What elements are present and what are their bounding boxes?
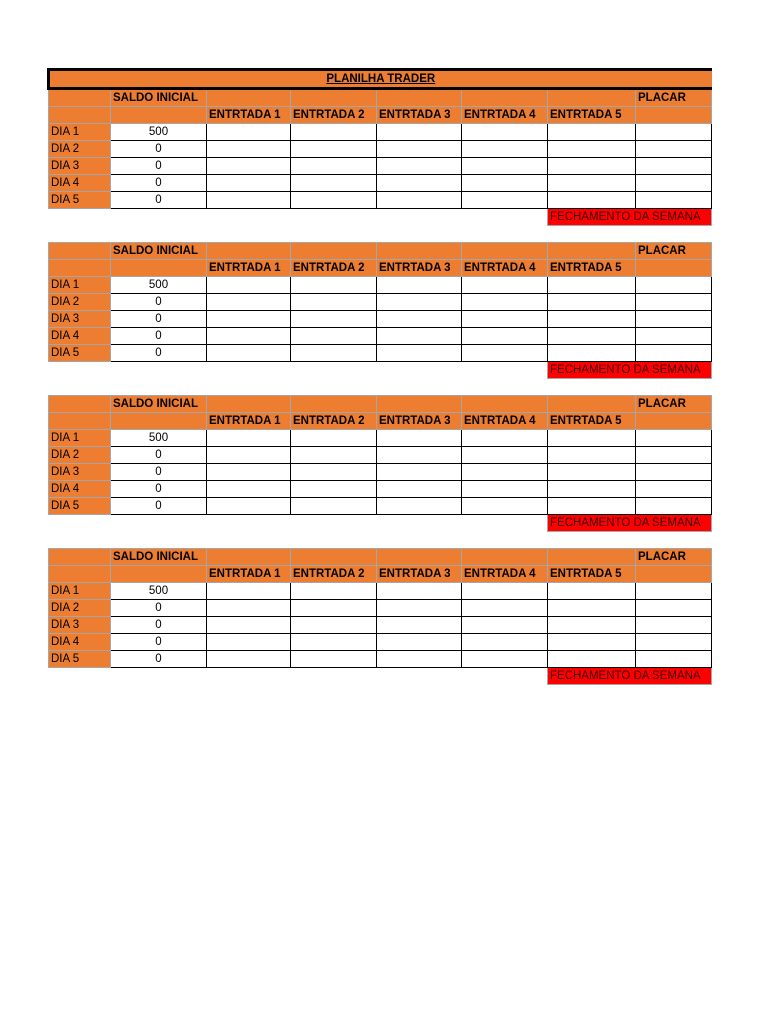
entrada-header-2[interactable]: ENTRTADA 2: [291, 413, 377, 430]
entry-cell[interactable]: [291, 464, 377, 481]
entry-cell[interactable]: [377, 141, 462, 158]
header-cell[interactable]: [377, 549, 462, 566]
entry-cell[interactable]: [636, 277, 712, 294]
entry-cell[interactable]: [377, 311, 462, 328]
entry-cell[interactable]: [636, 464, 712, 481]
entry-cell[interactable]: [291, 651, 377, 668]
entry-cell[interactable]: [462, 192, 548, 209]
day-row: [49, 651, 712, 668]
entry-cell[interactable]: [636, 328, 712, 345]
spacer-cell: [49, 379, 712, 396]
entry-cell[interactable]: [548, 617, 636, 634]
entry-cell[interactable]: [291, 345, 377, 362]
header-cell[interactable]: [111, 413, 207, 430]
entradas-header-row: [49, 107, 712, 124]
entrada-header-3[interactable]: ENTRTADA 3: [377, 566, 462, 583]
entry-cell[interactable]: [207, 600, 291, 617]
day-row: [49, 447, 712, 464]
saldo-cell[interactable]: 0: [111, 294, 207, 311]
fechamento-row: [49, 362, 712, 379]
day-row: [49, 600, 712, 617]
entry-cell[interactable]: [636, 141, 712, 158]
entry-cell[interactable]: [377, 345, 462, 362]
day-row: [49, 345, 712, 362]
entry-cell[interactable]: [462, 277, 548, 294]
entry-cell[interactable]: [291, 617, 377, 634]
day-label[interactable]: DIA 3: [49, 158, 111, 175]
entry-cell[interactable]: [291, 158, 377, 175]
entrada-header-2[interactable]: ENTRTADA 2: [291, 107, 377, 124]
fechamento-da-semana[interactable]: FECHAMENTO DA SEMANA: [548, 362, 712, 379]
entry-cell[interactable]: [462, 141, 548, 158]
entrada-header-4[interactable]: ENTRTADA 4: [462, 413, 548, 430]
entry-cell[interactable]: [207, 192, 291, 209]
saldo-inicial-header[interactable]: SALDO INICIAL: [111, 89, 207, 107]
day-row: [49, 192, 712, 209]
entry-cell[interactable]: [207, 498, 291, 515]
day-label[interactable]: DIA 2: [49, 141, 111, 158]
day-label[interactable]: DIA 4: [49, 175, 111, 192]
header-cell[interactable]: [291, 549, 377, 566]
empty-cell: [49, 209, 548, 226]
header-cell[interactable]: [462, 89, 548, 107]
saldo-inicial-header[interactable]: SALDO INICIAL: [111, 396, 207, 413]
entry-cell[interactable]: [377, 600, 462, 617]
day-row: [49, 294, 712, 311]
entry-cell[interactable]: [207, 447, 291, 464]
entrada-header-4[interactable]: ENTRTADA 4: [462, 566, 548, 583]
entry-cell[interactable]: [462, 651, 548, 668]
entry-cell[interactable]: [462, 158, 548, 175]
entrada-header-5[interactable]: ENTRTADA 5: [548, 260, 636, 277]
week-header-row: [49, 243, 712, 260]
entry-cell[interactable]: [207, 277, 291, 294]
entry-cell[interactable]: [377, 447, 462, 464]
entry-cell[interactable]: [377, 124, 462, 141]
day-row: [49, 311, 712, 328]
header-cell[interactable]: [548, 89, 636, 107]
entry-cell[interactable]: [291, 481, 377, 498]
entry-cell[interactable]: [548, 141, 636, 158]
header-cell[interactable]: [49, 566, 111, 583]
entrada-header-4[interactable]: ENTRTADA 4: [462, 260, 548, 277]
day-row: [49, 328, 712, 345]
empty-cell: [49, 668, 548, 685]
saldo-cell[interactable]: 0: [111, 192, 207, 209]
entry-cell[interactable]: [462, 430, 548, 447]
header-cell[interactable]: [548, 396, 636, 413]
entry-cell[interactable]: [291, 430, 377, 447]
entry-cell[interactable]: [636, 158, 712, 175]
entry-cell[interactable]: [207, 617, 291, 634]
entry-cell[interactable]: [548, 498, 636, 515]
saldo-cell[interactable]: 500: [111, 430, 207, 447]
entry-cell[interactable]: [291, 634, 377, 651]
header-cell[interactable]: [291, 396, 377, 413]
day-row: [49, 498, 712, 515]
entry-cell[interactable]: [548, 192, 636, 209]
day-label[interactable]: DIA 5: [49, 192, 111, 209]
trader-grid: [47, 68, 712, 685]
saldo-cell[interactable]: 0: [111, 328, 207, 345]
spacer-cell: [49, 532, 712, 549]
entrada-header-4[interactable]: ENTRTADA 4: [462, 107, 548, 124]
entrada-header-3[interactable]: ENTRTADA 3: [377, 260, 462, 277]
header-cell[interactable]: [49, 243, 111, 260]
header-cell[interactable]: [377, 396, 462, 413]
entry-cell[interactable]: [462, 583, 548, 600]
entry-cell[interactable]: [548, 277, 636, 294]
entry-cell[interactable]: [291, 328, 377, 345]
header-cell[interactable]: [548, 549, 636, 566]
entry-cell[interactable]: [636, 311, 712, 328]
entry-cell[interactable]: [207, 651, 291, 668]
day-row: [49, 617, 712, 634]
saldo-cell[interactable]: 0: [111, 345, 207, 362]
entry-cell[interactable]: [548, 600, 636, 617]
day-label[interactable]: DIA 2: [49, 600, 111, 617]
entry-cell[interactable]: [462, 124, 548, 141]
saldo-cell[interactable]: 0: [111, 175, 207, 192]
day-label[interactable]: DIA 1: [49, 277, 111, 294]
sheet-title[interactable]: PLANILHA TRADER: [49, 70, 712, 89]
day-label[interactable]: DIA 3: [49, 311, 111, 328]
entry-cell[interactable]: [636, 651, 712, 668]
entry-cell[interactable]: [207, 311, 291, 328]
day-row: [49, 141, 712, 158]
entry-cell[interactable]: [377, 464, 462, 481]
entry-cell[interactable]: [462, 311, 548, 328]
entrada-header-5[interactable]: ENTRTADA 5: [548, 566, 636, 583]
header-cell[interactable]: [636, 260, 712, 277]
entry-cell[interactable]: [207, 141, 291, 158]
entry-cell[interactable]: [207, 124, 291, 141]
entrada-header-1[interactable]: ENTRTADA 1: [207, 566, 291, 583]
header-cell[interactable]: [291, 89, 377, 107]
entrada-header-5[interactable]: ENTRTADA 5: [548, 413, 636, 430]
saldo-cell[interactable]: 0: [111, 498, 207, 515]
placar-header[interactable]: PLACAR: [636, 89, 712, 107]
entrada-header-1[interactable]: ENTRTADA 1: [207, 107, 291, 124]
saldo-cell[interactable]: 0: [111, 141, 207, 158]
entradas-header-row: [49, 413, 712, 430]
day-label[interactable]: DIA 4: [49, 328, 111, 345]
entry-cell[interactable]: [207, 481, 291, 498]
entry-cell[interactable]: [636, 634, 712, 651]
entry-cell[interactable]: [548, 345, 636, 362]
fechamento-da-semana[interactable]: FECHAMENTO DA SEMANA: [548, 515, 712, 532]
header-cell[interactable]: [49, 107, 111, 124]
saldo-cell[interactable]: 500: [111, 124, 207, 141]
entry-cell[interactable]: [377, 175, 462, 192]
saldo-inicial-header[interactable]: SALDO INICIAL: [111, 243, 207, 260]
entry-cell[interactable]: [636, 600, 712, 617]
entry-cell[interactable]: [636, 481, 712, 498]
entrada-header-1[interactable]: ENTRTADA 1: [207, 413, 291, 430]
header-cell[interactable]: [49, 413, 111, 430]
entry-cell[interactable]: [548, 124, 636, 141]
day-label[interactable]: DIA 3: [49, 617, 111, 634]
entry-cell[interactable]: [462, 600, 548, 617]
header-cell[interactable]: [377, 89, 462, 107]
week-spacer: [49, 379, 712, 396]
placar-header[interactable]: PLACAR: [636, 549, 712, 566]
header-cell[interactable]: [49, 89, 111, 107]
entrada-header-5[interactable]: ENTRTADA 5: [548, 107, 636, 124]
entry-cell[interactable]: [636, 175, 712, 192]
day-label[interactable]: DIA 1: [49, 124, 111, 141]
header-cell[interactable]: [636, 107, 712, 124]
day-label[interactable]: DIA 5: [49, 651, 111, 668]
entry-cell[interactable]: [377, 192, 462, 209]
entry-cell[interactable]: [291, 192, 377, 209]
header-cell[interactable]: [291, 243, 377, 260]
entry-cell[interactable]: [377, 583, 462, 600]
week-header-row: [49, 396, 712, 413]
empty-cell: [49, 515, 548, 532]
entry-cell[interactable]: [291, 311, 377, 328]
entry-cell[interactable]: [636, 447, 712, 464]
entry-cell[interactable]: [207, 634, 291, 651]
entry-cell[interactable]: [207, 464, 291, 481]
entry-cell[interactable]: [291, 294, 377, 311]
header-cell[interactable]: [207, 396, 291, 413]
entry-cell[interactable]: [636, 498, 712, 515]
day-row: [49, 583, 712, 600]
day-label[interactable]: DIA 5: [49, 498, 111, 515]
day-row: [49, 430, 712, 447]
entry-cell[interactable]: [377, 617, 462, 634]
entry-cell[interactable]: [548, 583, 636, 600]
day-label[interactable]: DIA 1: [49, 583, 111, 600]
header-cell[interactable]: [111, 566, 207, 583]
entry-cell[interactable]: [462, 447, 548, 464]
entrada-header-2[interactable]: ENTRTADA 2: [291, 566, 377, 583]
entry-cell[interactable]: [548, 175, 636, 192]
entrada-header-1[interactable]: ENTRTADA 1: [207, 260, 291, 277]
entrada-header-2[interactable]: ENTRTADA 2: [291, 260, 377, 277]
entradas-header-row: [49, 260, 712, 277]
title-row: [49, 70, 712, 89]
entry-cell[interactable]: [548, 634, 636, 651]
entry-cell[interactable]: [207, 175, 291, 192]
saldo-cell[interactable]: 0: [111, 600, 207, 617]
saldo-cell[interactable]: 0: [111, 311, 207, 328]
week-header-row: [49, 89, 712, 107]
header-cell[interactable]: [49, 396, 111, 413]
header-cell[interactable]: [636, 566, 712, 583]
saldo-cell[interactable]: 0: [111, 447, 207, 464]
placar-header[interactable]: PLACAR: [636, 396, 712, 413]
day-row: [49, 481, 712, 498]
entry-cell[interactable]: [291, 175, 377, 192]
week-header-row: [49, 549, 712, 566]
fechamento-row: [49, 515, 712, 532]
entry-cell[interactable]: [462, 464, 548, 481]
entry-cell[interactable]: [207, 294, 291, 311]
saldo-cell[interactable]: 500: [111, 277, 207, 294]
header-cell[interactable]: [111, 260, 207, 277]
entry-cell[interactable]: [291, 600, 377, 617]
entry-cell[interactable]: [291, 124, 377, 141]
saldo-cell[interactable]: 0: [111, 481, 207, 498]
header-cell[interactable]: [462, 396, 548, 413]
entry-cell[interactable]: [462, 328, 548, 345]
empty-cell: [49, 362, 548, 379]
saldo-cell[interactable]: 500: [111, 583, 207, 600]
day-row: [49, 175, 712, 192]
entry-cell[interactable]: [462, 345, 548, 362]
spacer-cell: [49, 226, 712, 243]
day-label[interactable]: DIA 3: [49, 464, 111, 481]
saldo-cell[interactable]: 0: [111, 464, 207, 481]
day-row: [49, 634, 712, 651]
day-row: [49, 158, 712, 175]
entry-cell[interactable]: [377, 651, 462, 668]
saldo-cell[interactable]: 0: [111, 634, 207, 651]
entry-cell[interactable]: [548, 294, 636, 311]
header-cell[interactable]: [377, 243, 462, 260]
entry-cell[interactable]: [207, 345, 291, 362]
entry-cell[interactable]: [377, 277, 462, 294]
fechamento-row: [49, 668, 712, 685]
entry-cell[interactable]: [462, 481, 548, 498]
header-cell[interactable]: [207, 243, 291, 260]
entry-cell[interactable]: [291, 498, 377, 515]
day-label[interactable]: DIA 4: [49, 481, 111, 498]
saldo-inicial-header[interactable]: SALDO INICIAL: [111, 549, 207, 566]
entry-cell[interactable]: [377, 481, 462, 498]
entry-cell[interactable]: [548, 430, 636, 447]
entry-cell[interactable]: [636, 192, 712, 209]
saldo-cell[interactable]: 0: [111, 617, 207, 634]
header-cell[interactable]: [462, 549, 548, 566]
entry-cell[interactable]: [462, 498, 548, 515]
entry-cell[interactable]: [548, 481, 636, 498]
entry-cell[interactable]: [462, 617, 548, 634]
entry-cell[interactable]: [462, 175, 548, 192]
entry-cell[interactable]: [548, 158, 636, 175]
header-cell[interactable]: [49, 260, 111, 277]
day-label[interactable]: DIA 2: [49, 447, 111, 464]
entry-cell[interactable]: [377, 498, 462, 515]
entry-cell[interactable]: [207, 328, 291, 345]
spreadsheet: [47, 68, 710, 685]
entry-cell[interactable]: [207, 430, 291, 447]
header-cell[interactable]: [462, 243, 548, 260]
entry-cell[interactable]: [207, 583, 291, 600]
fechamento-da-semana[interactable]: FECHAMENTO DA SEMANA: [548, 668, 712, 685]
entry-cell[interactable]: [636, 430, 712, 447]
entry-cell[interactable]: [377, 158, 462, 175]
fechamento-da-semana[interactable]: FECHAMENTO DA SEMANA: [548, 209, 712, 226]
day-label[interactable]: DIA 5: [49, 345, 111, 362]
entrada-header-3[interactable]: ENTRTADA 3: [377, 107, 462, 124]
day-row: [49, 277, 712, 294]
day-label[interactable]: DIA 1: [49, 430, 111, 447]
saldo-cell[interactable]: 0: [111, 158, 207, 175]
entry-cell[interactable]: [636, 345, 712, 362]
entry-cell[interactable]: [291, 447, 377, 464]
entry-cell[interactable]: [548, 311, 636, 328]
entry-cell[interactable]: [377, 328, 462, 345]
entry-cell[interactable]: [548, 464, 636, 481]
saldo-cell[interactable]: 0: [111, 651, 207, 668]
header-cell[interactable]: [49, 549, 111, 566]
entry-cell[interactable]: [462, 294, 548, 311]
entry-cell[interactable]: [377, 294, 462, 311]
day-row: [49, 464, 712, 481]
entry-cell[interactable]: [462, 634, 548, 651]
entry-cell[interactable]: [291, 583, 377, 600]
entradas-header-row: [49, 566, 712, 583]
entrada-header-3[interactable]: ENTRTADA 3: [377, 413, 462, 430]
placar-header[interactable]: PLACAR: [636, 243, 712, 260]
header-cell[interactable]: [111, 107, 207, 124]
header-cell[interactable]: [207, 89, 291, 107]
fechamento-row: [49, 209, 712, 226]
entry-cell[interactable]: [291, 277, 377, 294]
entry-cell[interactable]: [291, 141, 377, 158]
entry-cell[interactable]: [548, 651, 636, 668]
header-cell[interactable]: [548, 243, 636, 260]
entry-cell[interactable]: [636, 617, 712, 634]
entry-cell[interactable]: [636, 124, 712, 141]
day-row: [49, 124, 712, 141]
entry-cell[interactable]: [548, 447, 636, 464]
entry-cell[interactable]: [636, 294, 712, 311]
week-spacer: [49, 226, 712, 243]
header-cell[interactable]: [207, 549, 291, 566]
entry-cell[interactable]: [548, 328, 636, 345]
entry-cell[interactable]: [377, 634, 462, 651]
entry-cell[interactable]: [377, 430, 462, 447]
entry-cell[interactable]: [636, 583, 712, 600]
day-label[interactable]: DIA 4: [49, 634, 111, 651]
week-spacer: [49, 532, 712, 549]
header-cell[interactable]: [636, 413, 712, 430]
day-label[interactable]: DIA 2: [49, 294, 111, 311]
entry-cell[interactable]: [207, 158, 291, 175]
